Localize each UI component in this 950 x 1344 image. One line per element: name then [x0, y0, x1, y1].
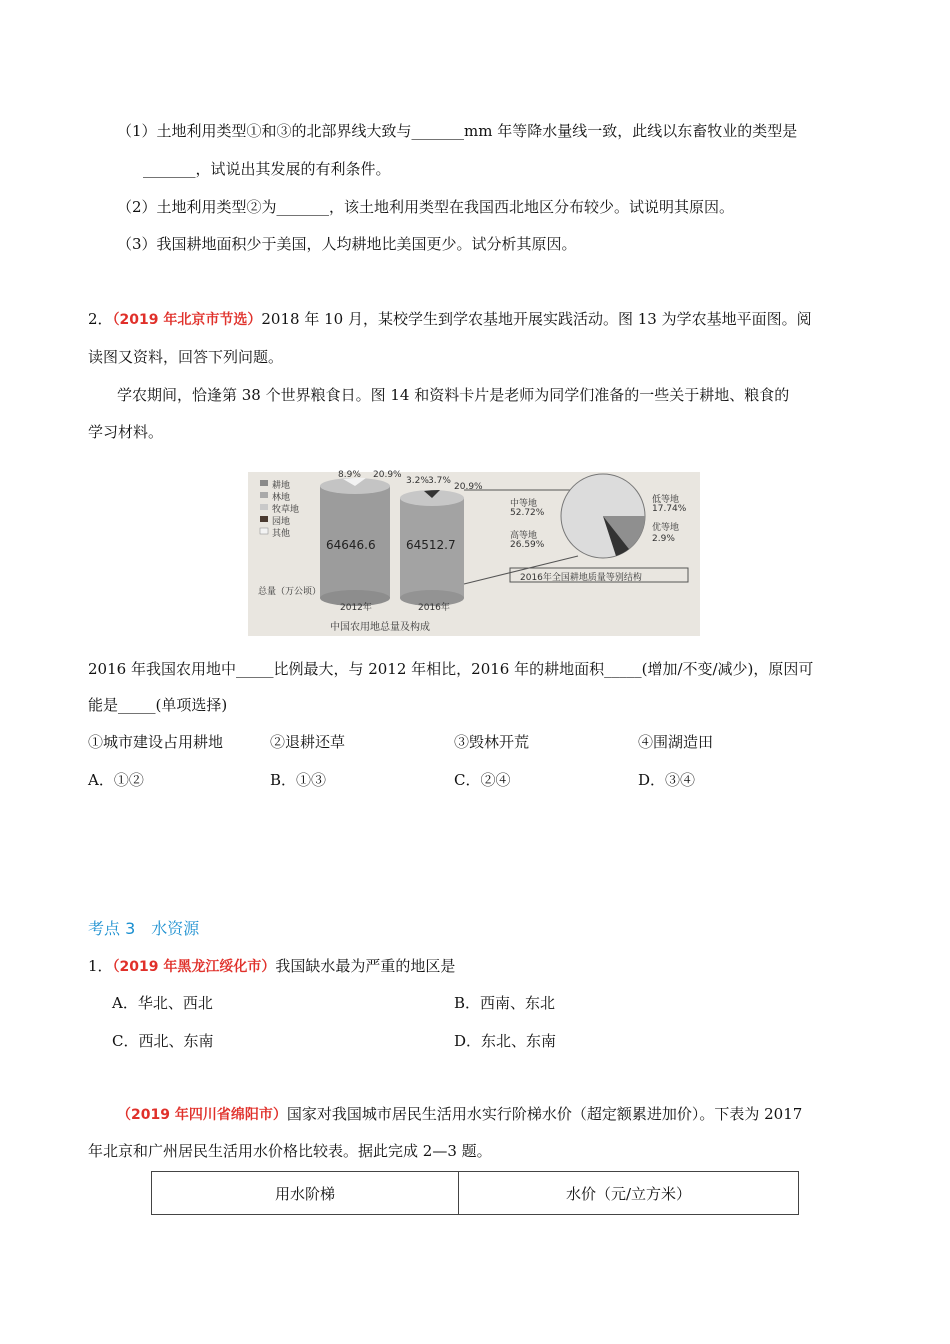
legend-swatch-forest — [260, 492, 268, 498]
legend-forest: 林地 — [272, 493, 291, 503]
pie-high-pct: 26.59% — [510, 540, 545, 550]
s3-q2-text: 国家对我国城市居民生活用水实行阶梯水价（超定额累进加价）。下表为 2017 — [286, 1105, 803, 1123]
value-2012: 64646.6 — [326, 538, 376, 552]
pie-good-pct: 2.9% — [652, 534, 675, 544]
legend-farmland: 耕地 — [272, 481, 291, 491]
s3-option-b: B．西南、东北 — [454, 994, 556, 1012]
pct-2016-c: 20.9% — [454, 482, 483, 492]
q1-sub1-line2: _______，试说出其发展的有利条件。 — [143, 160, 391, 178]
pie-mid-label: 中等地 — [510, 499, 538, 509]
water-price-table — [151, 1171, 799, 1215]
legend-pasture: 牧草地 — [272, 505, 300, 515]
s3-option-a: A．华北、西北 — [112, 994, 213, 1012]
choice-1: ①城市建设占用耕地 — [88, 733, 224, 751]
choice-4: ④围湖造田 — [638, 733, 714, 751]
s3-q2-line1 — [117, 1103, 802, 1126]
pie-high-label: 高等地 — [510, 531, 538, 541]
s3-q1-text: 我国缺水最为严重的地区是 — [275, 957, 456, 975]
year-2012: 2012年 — [340, 603, 372, 613]
total-label: 总量（万公顷） — [258, 587, 322, 597]
choice-3: ③毁林开荒 — [454, 733, 530, 751]
q1-sub3: （3）我国耕地面积少于美国，人均耕地比美国更少。试分析其原因。 — [117, 235, 577, 253]
pie-good-label: 优等地 — [652, 523, 680, 533]
value-2016: 64512.7 — [406, 538, 456, 552]
s3-q2-source: （2019 年四川省绵阳市） — [117, 1107, 287, 1123]
q2-line1-text: 2018 年 10 月，某校学生到学农基地开展实践活动。图 13 为学农基地平面图。阅 — [261, 310, 812, 328]
s3-q1-line — [88, 955, 455, 978]
q2-line2: 读图又资料，回答下列问题。 — [88, 348, 284, 366]
q2-number: 2． — [88, 310, 113, 328]
legend-other: 其他 — [272, 529, 291, 539]
q2-para-line2: 学习材料。 — [88, 423, 164, 441]
pct-2012-a: 8.9% — [338, 470, 361, 480]
land-use-figure-graphic — [248, 472, 700, 636]
legend-garden: 园地 — [272, 517, 291, 527]
option-b: B．①③ — [270, 771, 327, 789]
year-2016: 2016年 — [418, 603, 450, 613]
pie-mid-pct: 52.72% — [510, 508, 545, 518]
q2-question-line1: 2016 年我国农用地中_____比例最大，与 2012 年相比，2016 年的耕地面积_____(增加/不变/减少)，原因可 — [88, 660, 814, 678]
s3-q1-source: （2019 年黑龙江绥化市） — [112, 959, 276, 975]
pie-caption: 2016年全国耕地质量等别结构 — [520, 573, 642, 583]
pie-low-label: 低等地 — [652, 495, 680, 505]
q2-source: （2019 年北京市节选） — [112, 312, 262, 328]
q2-para-line1: 学农期间，恰逢第 38 个世界粮食日。图 14 和资料卡片是老师为同学们准备的一些关于耕地、粮食的 — [117, 386, 790, 404]
q1-sub2: （2）土地利用类型②为_______，该土地利用类型在我国西北地区分布较少。试说明其原因。 — [117, 198, 735, 216]
s3-option-d: D．东北、东南 — [454, 1032, 557, 1050]
legend-swatch-pasture — [260, 504, 268, 510]
pie-low-pct: 17.74% — [652, 504, 687, 514]
land-use-figure — [248, 472, 700, 636]
q1-sub1-line1: （1）土地利用类型①和③的北部界线大致与_______mm 年等降水量线一致，此线以东畜牧业的类型是 — [117, 122, 798, 140]
q2-line1 — [88, 308, 812, 331]
figure-caption: 中国农用地总量及构成 — [330, 622, 430, 633]
pct-2016-a: 3.2% — [406, 476, 429, 486]
pct-2016-b: 3.7% — [428, 476, 451, 486]
option-a: A．①② — [88, 771, 144, 789]
table-header-tier: 用水阶梯 — [152, 1172, 459, 1215]
table-header-price: 水价（元/立方米） — [459, 1172, 799, 1215]
legend-swatch-garden — [260, 516, 268, 522]
s3-q1-number: 1． — [88, 957, 113, 975]
q2-question-line2: 能是_____(单项选择) — [88, 696, 228, 714]
pct-2012-b: 20.9% — [373, 470, 402, 480]
s3-q2-line2: 年北京和广州居民生活用水价格比较表。据此完成 2—3 题。 — [88, 1142, 492, 1160]
option-d: D．③④ — [638, 771, 696, 789]
choice-2: ②退耕还草 — [270, 733, 346, 751]
section-topic: 考点 3 水资源 — [88, 919, 200, 938]
table-header-row — [152, 1172, 799, 1215]
option-c: C．②④ — [454, 771, 511, 789]
s3-option-c: C．西北、东南 — [112, 1032, 214, 1050]
legend-swatch-other — [260, 528, 268, 534]
legend-swatch-farmland — [260, 480, 268, 486]
